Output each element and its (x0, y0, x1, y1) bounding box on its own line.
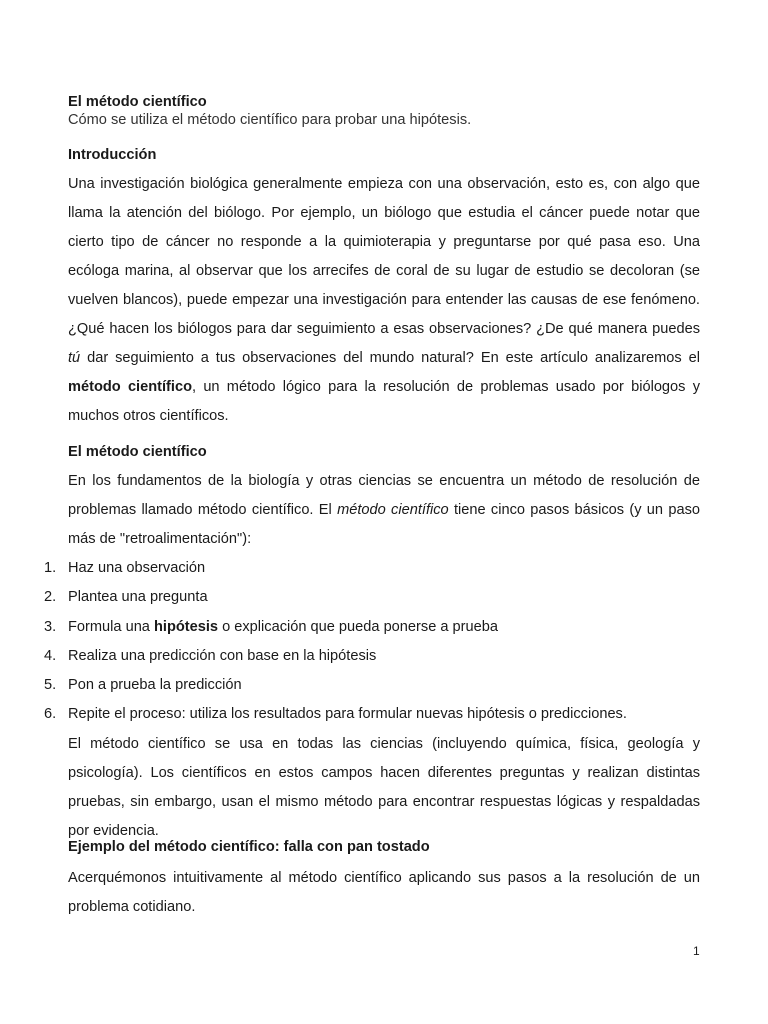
step-number: 6. (44, 706, 57, 723)
step-text: Repite el proceso: utiliza los resultados para formular nuevas hipótesis o predicciones. (68, 706, 627, 723)
document-subtitle: Cómo se utiliza el método científico para probar una hipótesis. (68, 112, 472, 128)
step-text: Realiza una predicción con base en la hipótesis (68, 647, 377, 664)
step-text-pre: Formula una (68, 618, 154, 635)
steps-list (0, 554, 700, 730)
list-item (0, 671, 700, 700)
step-number: 4. (44, 647, 57, 664)
intro-text-c: , un método lógico para la resolución de problemas usado por biólogos y muchos otros científicos. (68, 379, 701, 424)
step-strong: hipótesis (153, 618, 219, 635)
step-text: Haz una observación (68, 560, 206, 576)
intro-text-b: dar seguimiento a tus observaciones del mundo natural? En este artículo analizaremos el (80, 350, 700, 366)
list-item (0, 613, 700, 642)
step-number: 3. (44, 618, 57, 635)
step-number: 1. (44, 560, 57, 576)
step-text-post: o explicación que pueda ponerse a prueba (218, 618, 498, 635)
step-number: 2. (44, 589, 57, 606)
method-heading: El método científico (68, 444, 207, 460)
example-paragraph: Acerquémonos intuitivamente al método científico aplicando sus pasos a la resolución de un problema cotidiano. (68, 870, 700, 915)
step-text: Plantea una pregunta (68, 589, 208, 606)
method-paragraph-2: El método científico se usa en todas las ciencias (incluyendo química, física, geología y psicología). Los científicos en estos campos hacen diferentes preguntas y realizan distintas pruebas, sin embargo, usan el mismo método para encontrar respuestas lógicas y respaldadas por evidencia. (68, 736, 700, 839)
method-emphasis: método científico (337, 502, 449, 518)
document-title: El método científico (68, 94, 207, 110)
intro-text-a: Una investigación biológica generalmente empieza con una observación, esto es, con algo que llama la atención del biólogo. Por ejemplo, un biólogo que estudia el cáncer puede notar que cierto tipo de cáncer no responde a la quimioterapia y preguntarse por qué pasa eso. Una ecóloga marina, al observar que los arrecifes de coral de su lugar de estudio se decoloran (se vuelven blancos), puede empezar una investigación para entender las causas de ese fenómeno. ¿Qué hacen los biólogos para dar seguimiento a esas observaciones? ¿De qué manera puedes (68, 176, 700, 337)
step-text: Pon a prueba la predicción (68, 677, 242, 694)
step-number: 5. (44, 677, 57, 694)
list-item (0, 700, 700, 729)
list-item (0, 642, 700, 671)
list-item (0, 554, 700, 583)
intro-heading: Introducción (68, 147, 157, 163)
intro-paragraph (68, 170, 700, 431)
intro-emphasis: tú (68, 350, 81, 366)
list-item (0, 583, 700, 612)
method-paragraph (68, 467, 700, 554)
method-text-b: tiene cinco pasos básicos (y un paso más de "retroalimentación"): (68, 502, 700, 547)
method-text-a: En los fundamentos de la biología y otras ciencias se encuentra un método de resolución de problemas llamado método científico. El (68, 473, 700, 518)
example-heading: Ejemplo del método científico: falla con pan tostado (68, 839, 430, 855)
intro-strong: método científico (68, 379, 193, 395)
page-number: 1 (693, 944, 700, 958)
